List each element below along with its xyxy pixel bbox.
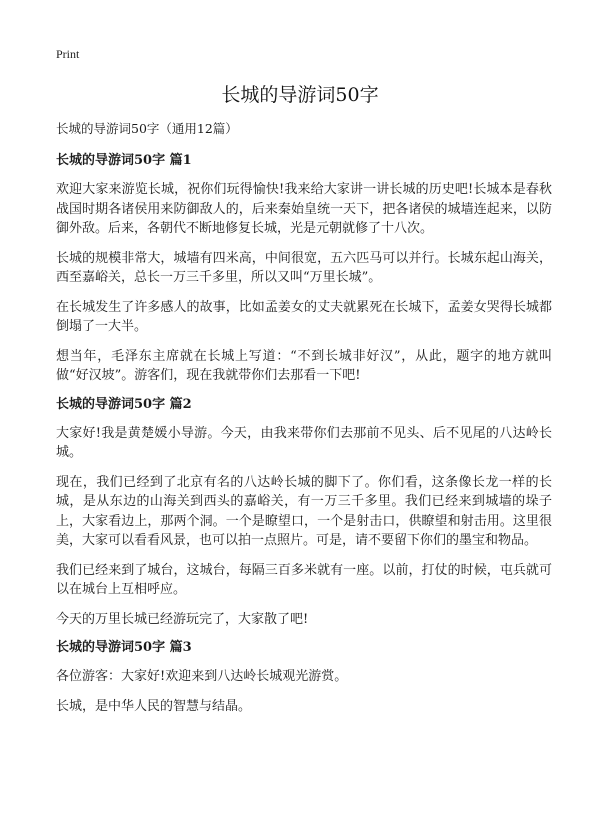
paragraph: 在长城发生了许多感人的故事，比如孟姜女的丈夫就累死在长城下，孟姜女哭得长城都倒塌了一大半。 bbox=[56, 299, 552, 334]
section-1 bbox=[56, 152, 552, 386]
article-subtitle: 长城的导游词50字（通用12篇） bbox=[56, 121, 238, 136]
section-heading: 长城的导游词50字 篇3 bbox=[56, 640, 192, 655]
paragraph: 长城的规模非常大，城墙有四米高，中间很宽，五六匹马可以并行。长城东起山海关，西至嘉峪关，总长一万三千多里，所以又叫“万里长城”。 bbox=[56, 250, 552, 285]
section-heading: 长城的导游词50字 篇2 bbox=[56, 396, 192, 412]
paragraph: 想当年，毛泽东主席就在长城上写道：“不到长城非好汉”，从此，题字的地方就叫做“好汉坡”。游客们，现在我就带你们去那看一下吧! bbox=[56, 348, 552, 383]
paragraph: 我们已经来到了城台，这城台，每隔三百多米就有一座。以前，打仗的时候，屯兵就可以在城台上互相呼应。 bbox=[56, 562, 552, 597]
section-3 bbox=[56, 639, 552, 716]
paragraph: 大家好!我是黄楚媛小导游。今天，由我来带你们去那前不见头、后不见尾的八达岭长城。 bbox=[56, 425, 552, 460]
print-link[interactable]: Print bbox=[56, 47, 80, 61]
paragraph: 现在，我们已经到了北京有名的八达岭长城的脚下了。你们看，这条像长龙一样的长城，是从东边的山海关到西头的嘉峪关，有一万三千多里。我们已经来到城墙的垛子上，大家看边上，那两个洞。一个是瞭望口，一个是射击口，供瞭望和射击用。这里很美，大家可以看看风景，也可以拍一点照片。可是，请不要留下你们的墨宝和物品。 bbox=[56, 474, 552, 548]
paragraph: 长城，是中华人民的智慧与结晶。 bbox=[56, 698, 252, 714]
article-body bbox=[56, 120, 552, 726]
section-2 bbox=[56, 396, 552, 630]
paragraph: 今天的万里长城已经游玩完了，大家散了吧! bbox=[56, 611, 309, 627]
page-title: 长城的导游词50字 bbox=[221, 84, 379, 106]
section-heading: 长城的导游词50字 篇1 bbox=[56, 153, 192, 168]
paragraph: 欢迎大家来游览长城，祝你们玩得愉快!我来给大家讲一讲长城的历史吧!长城本是春秋战国时期各诸侯用来防御敌人的，后来秦始皇统一天下，把各诸侯的城墙连起来，以防御外敌。后来，各朝代不断地修复长城，光是元朝就修了十八次。 bbox=[56, 182, 552, 236]
paragraph: 各位游客：大家好!欢迎来到八达岭长城观光游赏。 bbox=[56, 669, 348, 684]
